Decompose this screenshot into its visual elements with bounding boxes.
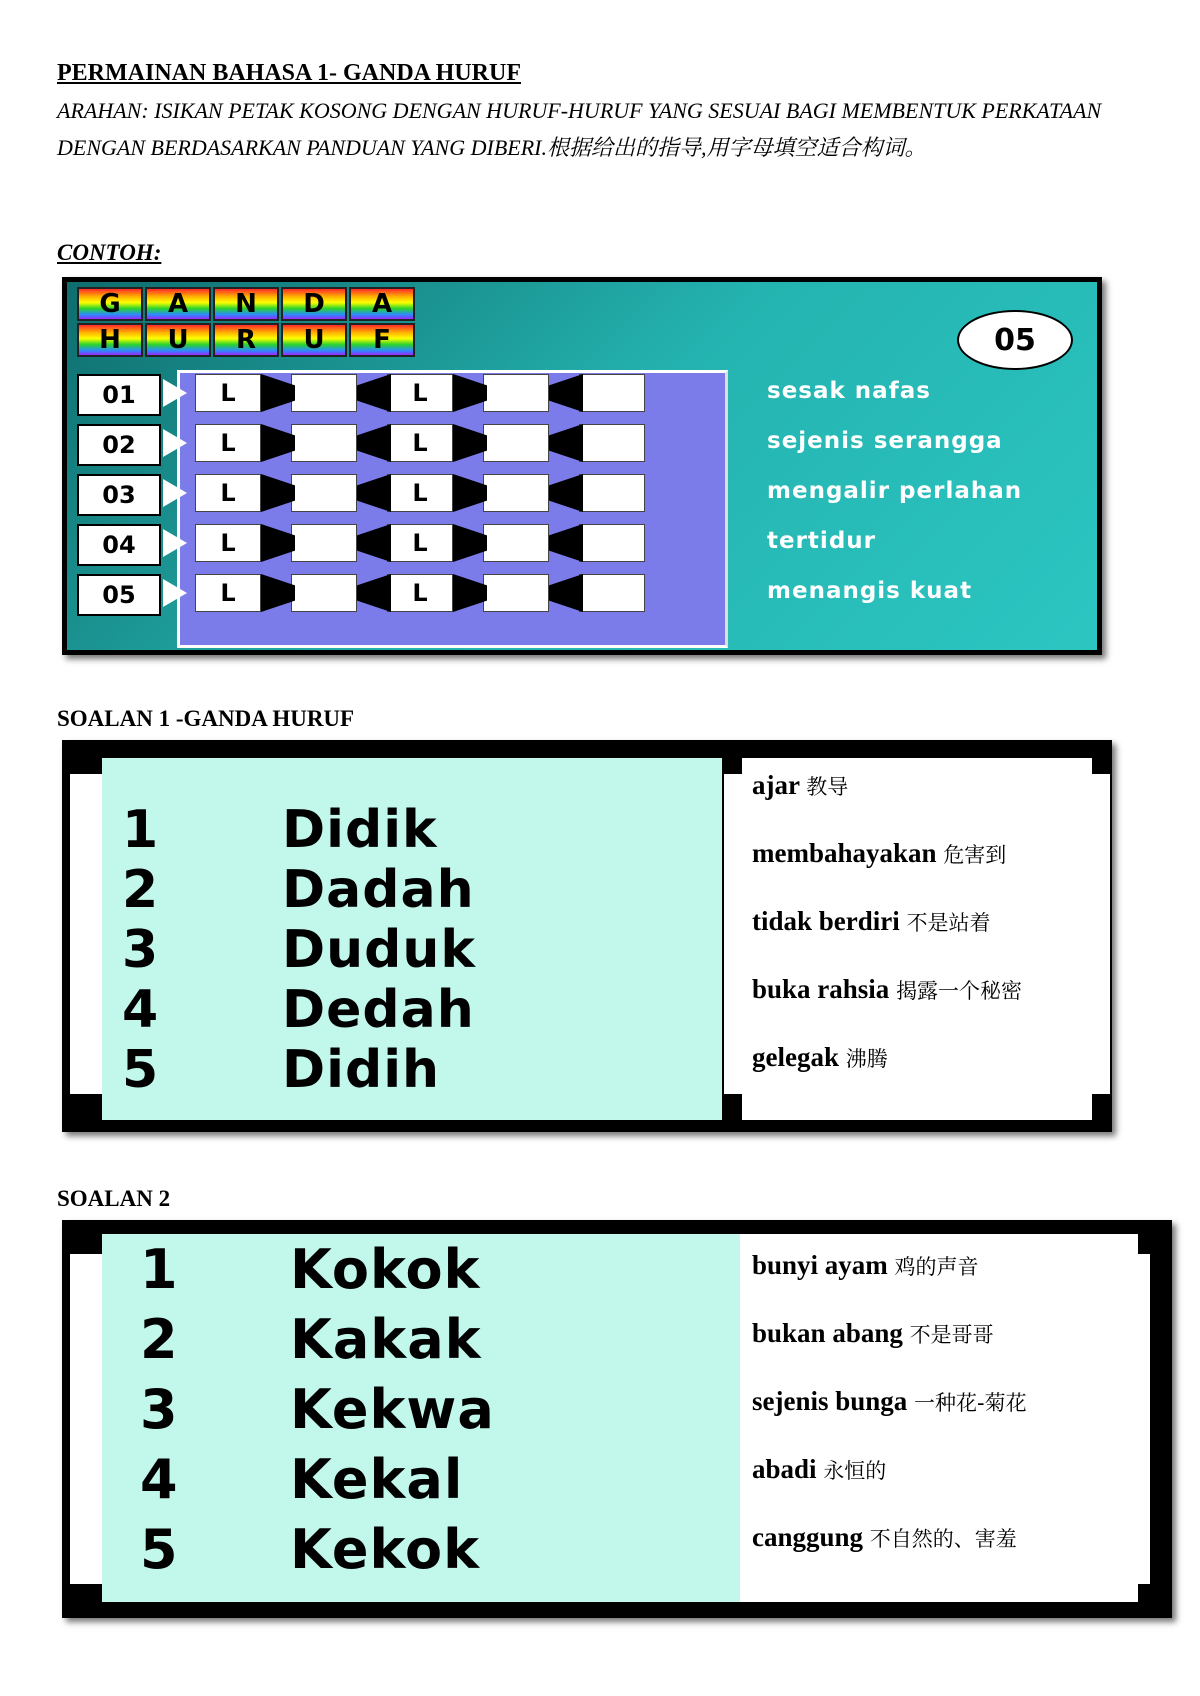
letter-cell: L	[195, 474, 261, 512]
clue-item	[752, 1522, 1017, 1553]
clue-chinese: 永恒的	[823, 1459, 887, 1483]
answer-word: Kekal	[290, 1448, 464, 1511]
clue-chinese: 沸腾	[845, 1047, 888, 1071]
blank-cell	[291, 474, 357, 512]
clue-chinese: 不是哥哥	[909, 1323, 994, 1347]
answer-word: Kekok	[290, 1518, 480, 1581]
answer-number: 5	[122, 1040, 159, 1100]
divider	[722, 758, 724, 1120]
clue-item	[752, 1318, 994, 1349]
clue-malay: canggung	[752, 1522, 864, 1552]
letter-cell: L	[195, 574, 261, 612]
answer-number: 4	[140, 1448, 178, 1511]
letter-cell: L	[387, 574, 453, 612]
clue-chinese: 不自然的、害羞	[869, 1527, 1017, 1551]
clue-malay: bunyi ayam	[752, 1250, 888, 1280]
blank-cell	[483, 574, 549, 612]
clue-malay: abadi	[752, 1454, 817, 1484]
count-badge: 05	[957, 310, 1073, 370]
blank-cell	[483, 424, 549, 462]
answer-number: 1	[140, 1238, 178, 1301]
instruction-text: ARAHAN: ISIKAN PETAK KOSONG DENGAN HURUF-HURUF YANG SESUAI BAGI MEMBENTUK PERKATAAN DENGAN BERDASARKAN PANDUAN YANG DIBERI.根据给出的指导,用字母填空适合构词。	[57, 98, 1102, 160]
blank-cell	[579, 574, 645, 612]
logo-tile: H	[77, 323, 143, 357]
answer-word: Didik	[282, 800, 438, 860]
row-number: 04	[77, 524, 161, 566]
clue-chinese: 揭露一个秘密	[896, 979, 1023, 1003]
logo-tile: U	[281, 323, 347, 357]
clue-text: menangis kuat	[767, 578, 973, 604]
logo-tile: N	[213, 287, 279, 321]
answer-word: Duduk	[282, 920, 477, 980]
clue-text: sejenis serangga	[767, 428, 1003, 454]
letter-cell: L	[195, 524, 261, 562]
answer-word: Kakak	[290, 1308, 482, 1371]
clue-item	[752, 1454, 886, 1485]
clue-item	[752, 974, 1022, 1005]
answer-number: 2	[140, 1308, 178, 1371]
letter-cell: L	[195, 424, 261, 462]
clue-malay: gelegak	[752, 1042, 839, 1072]
clue-item	[752, 770, 848, 801]
blank-cell	[483, 474, 549, 512]
clue-text: sesak nafas	[767, 378, 931, 404]
blank-cell	[579, 374, 645, 412]
clue-item	[752, 838, 1006, 869]
example-panel	[62, 277, 1102, 655]
logo-tile: A	[145, 287, 211, 321]
clue-malay: membahayakan	[752, 838, 937, 868]
answer-word: Kokok	[290, 1238, 481, 1301]
answer-word: Kekwa	[290, 1378, 495, 1441]
answer-number: 4	[122, 980, 159, 1040]
clue-malay: ajar	[752, 770, 800, 800]
clue-chinese: 鸡的声音	[894, 1255, 979, 1279]
logo-tile: F	[349, 323, 415, 357]
arrow-icon	[163, 379, 187, 407]
soalan1-label: SOALAN 1 -GANDA HURUF	[57, 706, 355, 731]
answer-word: Dadah	[282, 860, 475, 920]
clue-chinese: 教导	[806, 775, 849, 799]
answer-word: Dedah	[282, 980, 475, 1040]
answer-number: 3	[140, 1378, 178, 1441]
answer-number: 5	[140, 1518, 178, 1581]
clue-malay: buka rahsia	[752, 974, 890, 1004]
soalan2-label: SOALAN 2	[57, 1186, 171, 1211]
clue-item	[752, 1250, 979, 1281]
letter-cell: L	[387, 424, 453, 462]
logo-tile: G	[77, 287, 143, 321]
arrow-icon	[163, 579, 187, 607]
arrow-icon	[163, 529, 187, 557]
letter-cell: L	[387, 374, 453, 412]
ganda-huruf-logo	[77, 287, 415, 357]
answer-number: 1	[122, 800, 159, 860]
letter-cell: L	[195, 374, 261, 412]
arrow-icon	[163, 479, 187, 507]
clue-malay: sejenis bunga	[752, 1386, 908, 1416]
blank-cell	[483, 374, 549, 412]
arrow-icon	[163, 429, 187, 457]
logo-tile: U	[145, 323, 211, 357]
row-number: 02	[77, 424, 161, 466]
clue-text: tertidur	[767, 528, 876, 554]
answer-number: 2	[122, 860, 159, 920]
letter-cell: L	[387, 474, 453, 512]
row-number: 03	[77, 474, 161, 516]
clue-item	[752, 906, 991, 937]
letter-cell: L	[387, 524, 453, 562]
blank-cell	[291, 424, 357, 462]
page-title: PERMAINAN BAHASA 1- GANDA HURUF	[57, 60, 522, 86]
soalan1-panel	[62, 740, 1112, 1132]
soalan2-panel	[62, 1220, 1172, 1618]
clue-item	[752, 1042, 888, 1073]
example-label: CONTOH:	[57, 240, 162, 265]
logo-tile: R	[213, 323, 279, 357]
blank-cell	[291, 374, 357, 412]
clue-chinese: 危害到	[943, 843, 1007, 867]
answer-number: 3	[122, 920, 159, 980]
blank-cell	[579, 424, 645, 462]
logo-tile: A	[349, 287, 415, 321]
clue-malay: tidak berdiri	[752, 906, 900, 936]
blank-cell	[291, 524, 357, 562]
answer-word: Didih	[282, 1040, 441, 1100]
clue-chinese: 一种花-菊花	[914, 1391, 1027, 1415]
clue-item	[752, 1386, 1027, 1417]
blank-cell	[291, 574, 357, 612]
clue-chinese: 不是站着	[906, 911, 991, 935]
blank-cell	[579, 524, 645, 562]
logo-tile: D	[281, 287, 347, 321]
blank-cell	[579, 474, 645, 512]
blank-cell	[483, 524, 549, 562]
row-number: 01	[77, 374, 161, 416]
row-number: 05	[77, 574, 161, 616]
clue-text: mengalir perlahan	[767, 478, 1023, 504]
clue-malay: bukan abang	[752, 1318, 903, 1348]
